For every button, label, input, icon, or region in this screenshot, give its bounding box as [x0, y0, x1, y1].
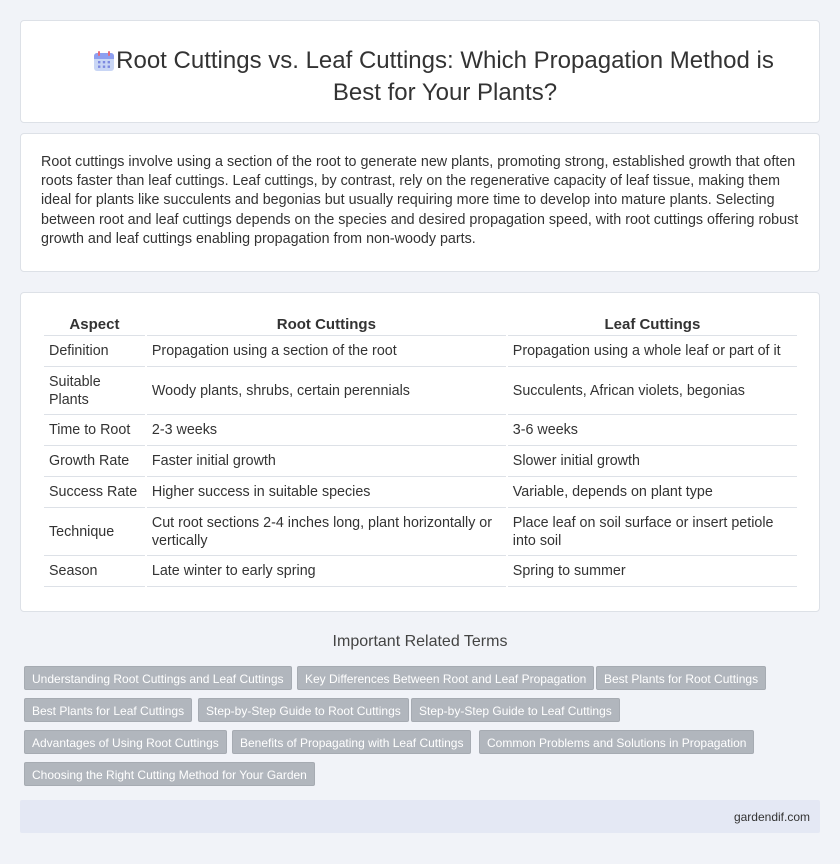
header-card — [20, 20, 820, 123]
table-cell-root: Higher success in suitable species — [147, 477, 506, 508]
table-cell-leaf: Slower initial growth — [508, 446, 797, 477]
table-cell-aspect: Time to Root — [44, 415, 145, 446]
related-terms-heading: Important Related Terms — [332, 633, 508, 650]
summary-text: Root cuttings involve using a section of the root to generate new plants, promoting strong, established growth that often roots faster than leaf cuttings. Leaf cuttings, by contrast, rely on the regenerative capacity of leaf tissue, making them ideal for plants like succulents and begonias but usually requiring more time to develop into mature plants. Selecting between root and leaf cuttings depends on the species and desired propagation speed, with root cuttings offering robust growth and leaf cuttings enabling propagation from non-woody parts. — [41, 154, 799, 247]
table-row — [44, 508, 797, 556]
related-term-tag[interactable]: Advantages of Using Root Cuttings — [24, 730, 227, 754]
related-term-tag[interactable]: Benefits of Propagating with Leaf Cuttings — [232, 730, 471, 754]
table-row — [44, 477, 797, 508]
related-term-tag[interactable]: Best Plants for Leaf Cuttings — [24, 698, 192, 722]
table-cell-leaf: Spring to summer — [508, 556, 797, 587]
column-header-aspect: Aspect — [44, 315, 145, 336]
related-term-tag[interactable]: Step-by-Step Guide to Leaf Cuttings — [411, 698, 620, 722]
related-term-tag[interactable]: Best Plants for Root Cuttings — [596, 666, 766, 690]
table-row — [44, 556, 797, 587]
related-term-tag[interactable]: Common Problems and Solutions in Propagation — [479, 730, 754, 754]
footer-site-name: gardendif.com — [733, 810, 810, 824]
table-cell-leaf: Variable, depends on plant type — [508, 477, 797, 508]
comparison-table-card — [20, 292, 820, 612]
table-cell-leaf: 3-6 weeks — [508, 415, 797, 446]
table-cell-leaf: Succulents, African violets, begonias — [508, 367, 797, 415]
table-cell-root: Propagation using a section of the root — [147, 336, 506, 367]
table-cell-aspect: Technique — [44, 508, 145, 556]
table-cell-root: Late winter to early spring — [147, 556, 506, 587]
table-row — [44, 446, 797, 477]
table-cell-leaf: Place leaf on soil surface or insert petiole into soil — [508, 508, 797, 556]
table-cell-aspect: Season — [44, 556, 145, 587]
table-row — [44, 415, 797, 446]
related-term-tag[interactable]: Understanding Root Cuttings and Leaf Cuttings — [24, 666, 292, 690]
related-term-tag[interactable]: Key Differences Between Root and Leaf Propagation — [297, 666, 594, 690]
table-cell-aspect: Growth Rate — [44, 446, 145, 477]
summary-card — [20, 133, 820, 272]
column-header-root-cuttings: Root Cuttings — [147, 315, 506, 336]
table-cell-aspect: Suitable Plants — [44, 367, 145, 415]
table-cell-root: Faster initial growth — [147, 446, 506, 477]
page-title: Root Cuttings vs. Leaf Cuttings: Which Propagation Method is Best for Your Plants? — [116, 47, 774, 106]
table-cell-leaf: Propagation using a whole leaf or part of it — [508, 336, 797, 367]
table-row — [44, 367, 797, 415]
table-cell-aspect: Success Rate — [44, 477, 145, 508]
related-term-tag[interactable]: Step-by-Step Guide to Root Cuttings — [198, 698, 409, 722]
table-row — [44, 336, 797, 367]
table-cell-root: Cut root sections 2-4 inches long, plant horizontally or vertically — [147, 508, 506, 556]
table-cell-aspect: Definition — [44, 336, 145, 367]
comparison-table — [42, 315, 799, 587]
column-header-leaf-cuttings: Leaf Cuttings — [508, 315, 797, 336]
table-cell-root: 2-3 weeks — [147, 415, 506, 446]
table-cell-root: Woody plants, shrubs, certain perennials — [147, 367, 506, 415]
footer — [20, 800, 820, 833]
related-term-tag[interactable]: Choosing the Right Cutting Method for Your Garden — [24, 762, 315, 786]
